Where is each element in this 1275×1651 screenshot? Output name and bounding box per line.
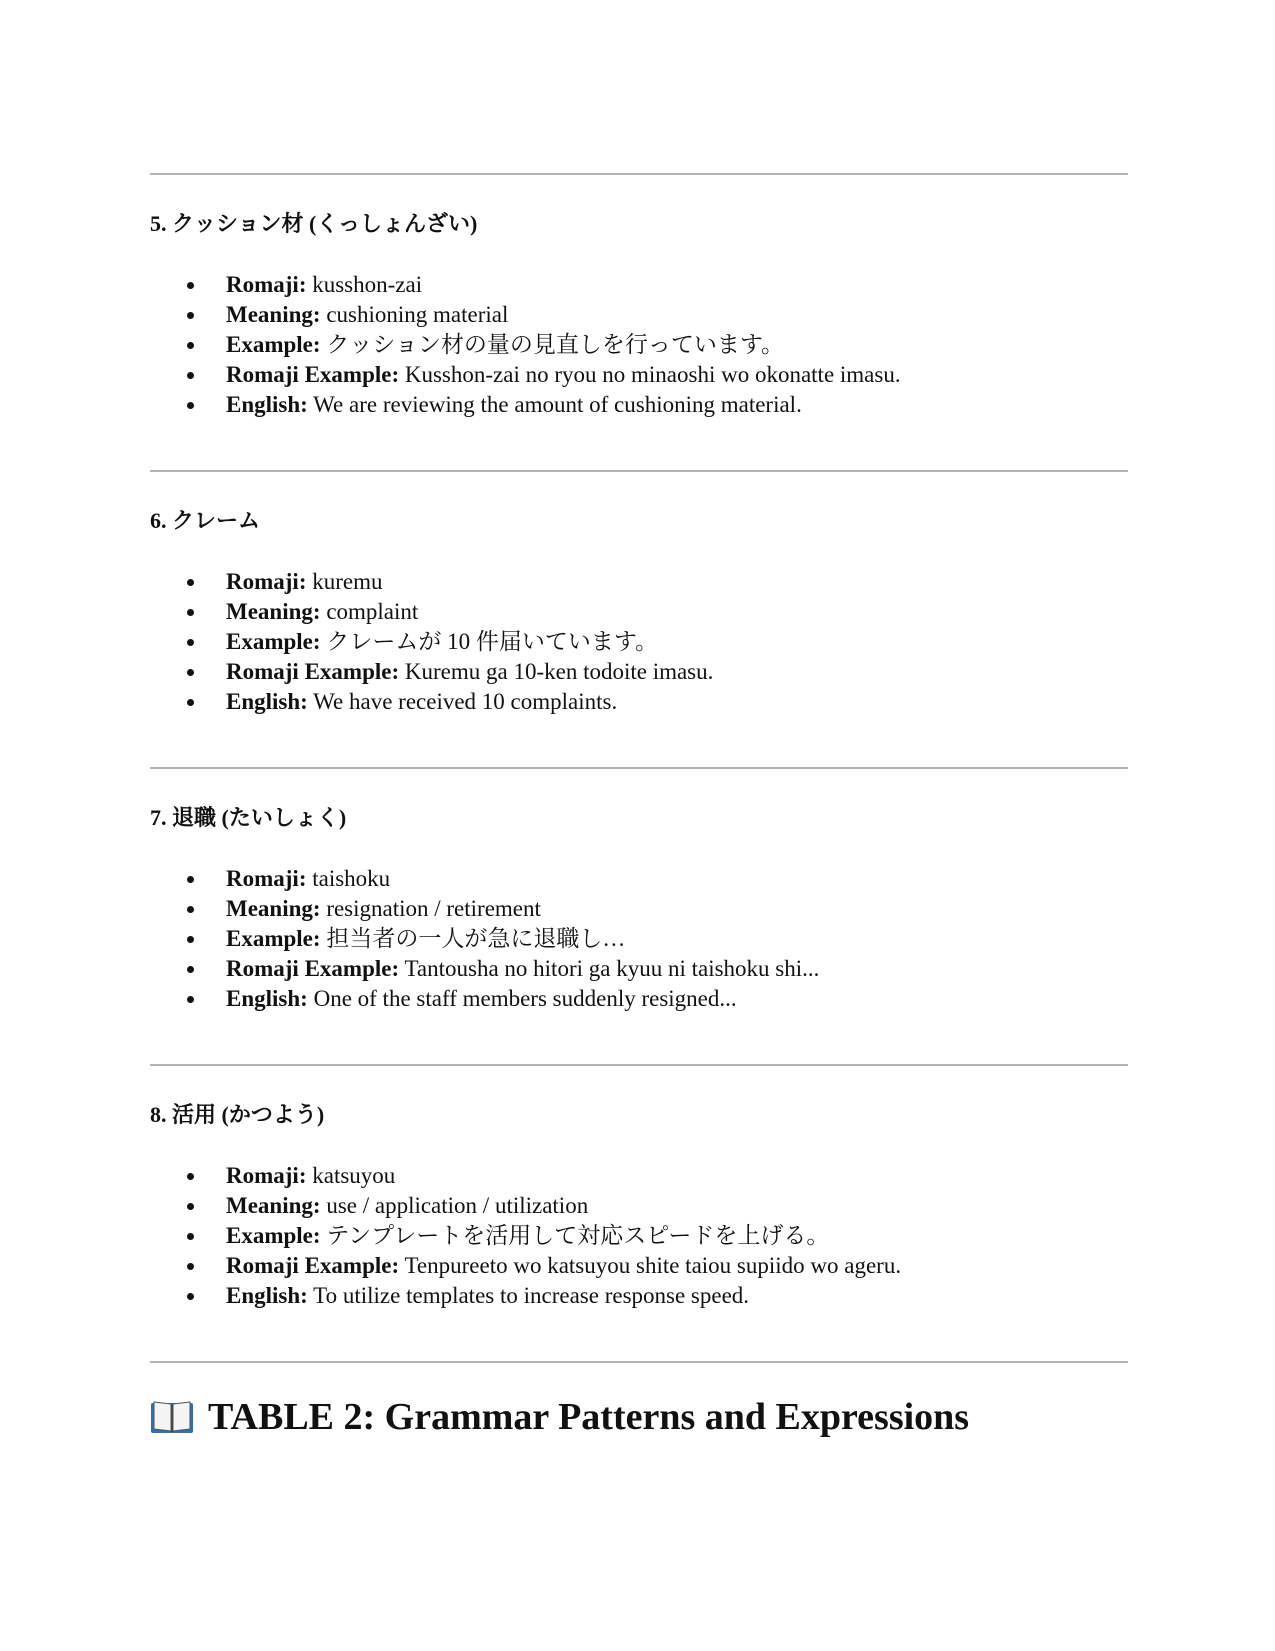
bullet-icon <box>187 579 194 586</box>
detail-label: English: <box>226 689 308 714</box>
detail-value: We are reviewing the amount of cushioning material. <box>313 392 802 417</box>
detail-value: Tenpureeto wo katsuyou shite taiou supiido wo ageru. <box>404 1253 902 1278</box>
list-item <box>150 567 1128 597</box>
list-item <box>150 984 1128 1014</box>
detail-value: クレームが 10 件届いています。 <box>326 629 658 654</box>
entry-title <box>150 804 346 832</box>
list-item <box>150 1191 1128 1221</box>
bullet-icon <box>187 1173 194 1180</box>
section-heading <box>150 1393 969 1441</box>
list-item <box>150 360 1128 390</box>
detail-value: We have received 10 complaints. <box>313 689 618 714</box>
detail-label: Meaning: <box>226 599 321 624</box>
detail-label: English: <box>226 392 308 417</box>
detail-label: Romaji: <box>226 1163 307 1188</box>
detail-label: Romaji: <box>226 569 307 594</box>
entry-term: クレーム <box>172 508 261 533</box>
list-item <box>150 1161 1128 1191</box>
bullet-icon <box>187 966 194 973</box>
horizontal-rule <box>150 470 1128 472</box>
detail-label: Meaning: <box>226 302 321 327</box>
bullet-icon <box>187 1263 194 1270</box>
horizontal-rule <box>150 1361 1128 1363</box>
section-heading-text: TABLE 2: Grammar Patterns and Expressions <box>208 1396 970 1438</box>
detail-label: English: <box>226 1283 308 1308</box>
entry-title <box>150 1101 324 1129</box>
bullet-icon <box>187 669 194 676</box>
entry-details-list <box>150 567 1128 717</box>
entry-details-list <box>150 1161 1128 1311</box>
detail-value: Kusshon-zai no ryou no minaoshi wo okonatte imasu. <box>404 362 901 387</box>
bullet-icon <box>187 1203 194 1210</box>
detail-label: Romaji Example: <box>226 362 400 387</box>
bullet-icon <box>187 996 194 1003</box>
entry-number: 6. <box>150 508 167 533</box>
entry-title <box>150 210 477 238</box>
open-book-icon <box>150 1397 194 1437</box>
list-item <box>150 954 1128 984</box>
entry-number: 8. <box>150 1102 167 1127</box>
entry-term: 退職 (たいしょく) <box>172 805 347 830</box>
entry-details-list <box>150 270 1128 420</box>
detail-value: katsuyou <box>312 1163 396 1188</box>
bullet-icon <box>187 699 194 706</box>
entry-number: 5. <box>150 211 167 236</box>
list-item <box>150 864 1128 894</box>
detail-value: resignation / retirement <box>326 896 541 921</box>
detail-value: To utilize templates to increase response speed. <box>313 1283 750 1308</box>
detail-value: use / application / utilization <box>326 1193 589 1218</box>
list-item <box>150 894 1128 924</box>
detail-value: One of the staff members suddenly resigned... <box>313 986 737 1011</box>
list-item <box>150 270 1128 300</box>
detail-value: テンプレートを活用して対応スピードを上げる。 <box>326 1223 830 1248</box>
detail-value: 担当者の一人が急に退職し… <box>326 926 626 951</box>
bullet-icon <box>187 312 194 319</box>
entry-term: 活用 (かつよう) <box>172 1102 325 1127</box>
detail-value: Tantousha no hitori ga kyuu ni taishoku shi... <box>404 956 820 981</box>
bullet-icon <box>187 342 194 349</box>
bullet-icon <box>187 402 194 409</box>
detail-label: Example: <box>226 1223 321 1248</box>
bullet-icon <box>187 1293 194 1300</box>
detail-value: クッション材の量の見直しを行っています。 <box>326 332 785 357</box>
list-item <box>150 1281 1128 1311</box>
detail-value: kusshon-zai <box>312 272 423 297</box>
detail-value: complaint <box>326 599 419 624</box>
bullet-icon <box>187 372 194 379</box>
entry-term: クッション材 (くっしょんざい) <box>172 211 478 236</box>
bullet-icon <box>187 1233 194 1240</box>
detail-label: Romaji: <box>226 866 307 891</box>
bullet-icon <box>187 936 194 943</box>
entry-number: 7. <box>150 805 167 830</box>
list-item <box>150 687 1128 717</box>
bullet-icon <box>187 639 194 646</box>
detail-label: Example: <box>226 926 321 951</box>
bullet-icon <box>187 906 194 913</box>
horizontal-rule <box>150 1064 1128 1066</box>
detail-value: cushioning material <box>326 302 509 327</box>
list-item <box>150 657 1128 687</box>
list-item <box>150 330 1128 360</box>
detail-label: Romaji Example: <box>226 956 400 981</box>
list-item <box>150 924 1128 954</box>
document-page <box>150 0 1128 1651</box>
detail-label: Example: <box>226 332 321 357</box>
detail-label: Example: <box>226 629 321 654</box>
detail-value: kuremu <box>312 569 383 594</box>
detail-label: Romaji Example: <box>226 659 400 684</box>
horizontal-rule <box>150 767 1128 769</box>
bullet-icon <box>187 876 194 883</box>
detail-label: Romaji Example: <box>226 1253 400 1278</box>
detail-label: Meaning: <box>226 1193 321 1218</box>
list-item <box>150 300 1128 330</box>
entry-details-list <box>150 864 1128 1014</box>
list-item <box>150 597 1128 627</box>
horizontal-rule <box>150 173 1128 175</box>
detail-label: Meaning: <box>226 896 321 921</box>
bullet-icon <box>187 282 194 289</box>
detail-label: English: <box>226 986 308 1011</box>
list-item <box>150 390 1128 420</box>
detail-value: Kuremu ga 10-ken todoite imasu. <box>404 659 714 684</box>
list-item <box>150 1221 1128 1251</box>
entry-title <box>150 507 260 535</box>
list-item <box>150 1251 1128 1281</box>
list-item <box>150 627 1128 657</box>
bullet-icon <box>187 609 194 616</box>
detail-value: taishoku <box>312 866 391 891</box>
detail-label: Romaji: <box>226 272 307 297</box>
